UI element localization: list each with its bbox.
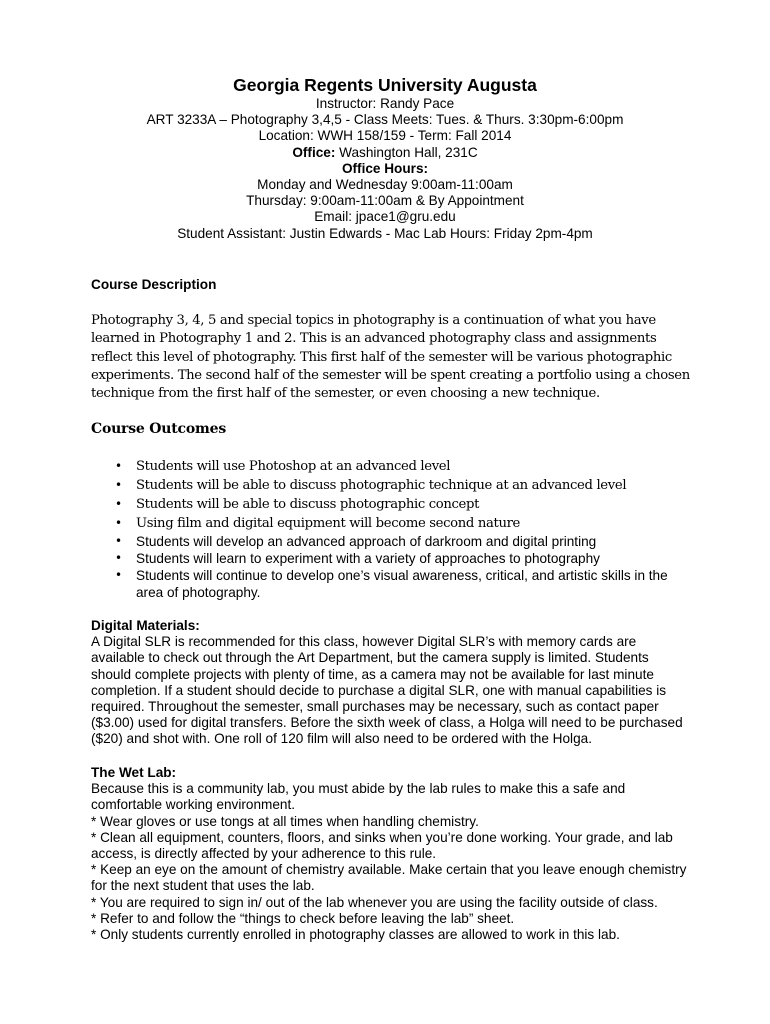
assistant-line: Student Assistant: Justin Edwards - Mac Lab Hours: Friday 2pm-4pm	[177, 225, 593, 241]
hours-thursday: Thursday: 9:00am-11:00am & By Appointment	[246, 193, 524, 209]
digital-materials-section	[91, 618, 691, 748]
wet-lab-section	[91, 765, 691, 943]
digital-materials-heading: Digital Materials:	[91, 618, 200, 633]
list-item: • Students will be able to discuss photographic technique at an advanced level	[112, 476, 692, 495]
list-item: • Students will be able to discuss photographic concept	[112, 495, 692, 514]
wet-lab-rule: * Clean all equipment, counters, floors, and sinks when you’re done working. Your grade, and lab access, is directly affected by your adherence to this rule.	[91, 829, 673, 862]
wet-lab-rule: * Refer to and follow the “things to check before leaving the lab” sheet.	[91, 910, 515, 926]
syllabus-header	[0, 74, 770, 242]
location-line: Location: WWH 158/159 - Term: Fall 2014	[258, 128, 512, 144]
course-line: ART 3233A – Photography 3,4,5 - Class Meets: Tues. & Thurs. 3:30pm-6:00pm	[146, 112, 624, 128]
wet-lab-rule: * Keep an eye on the amount of chemistry available. Make certain that you leave enough chemistry for the next student that uses the lab.	[91, 862, 687, 894]
list-item: • Using film and digital equipment will become second nature	[112, 514, 692, 533]
course-outcomes-list	[112, 457, 692, 601]
email-line: Email: jpace1@gru.edu	[314, 209, 456, 225]
instructor-line: Instructor: Randy Pace	[315, 96, 455, 111]
list-item: • Students will develop an advanced approach of darkroom and digital printing	[112, 533, 692, 550]
university-title: Georgia Regents University Augusta	[233, 75, 537, 95]
office-value: Washington Hall, 231C	[335, 144, 478, 160]
office-label: Office:	[292, 144, 336, 160]
list-item: • Students will learn to experiment with a variety of approaches to photography	[112, 550, 692, 567]
wet-lab-rule: * Wear gloves or use tongs at all times when handling chemistry.	[91, 813, 479, 829]
office-hours-label: Office Hours:	[341, 160, 429, 176]
office-line	[0, 145, 770, 161]
wet-lab-intro: Because this is a community lab, you must abide by the lab rules to make this a safe and comfortable working environment.	[91, 781, 626, 813]
digital-materials-text: A Digital SLR is recommended for this class, however Digital SLR’s with memory cards are available to check out through the Art Department, but the camera supply is limited. Students should complete projects with plenty of time, as a camera may not be available for last minute completion. If a student should decide to purchase a digital SLR, one with manual capabilities is required. Throughout the semester, small purchases may be necessary, such as contact paper ($3.00) used for digital transfers. Before the sixth week of class, a Holga will need to be purchased ($20) and shot with. One roll of 120 film will also need to be ordered with the Holga.	[91, 634, 683, 747]
hours-mon-wed: Monday and Wednesday 9:00am-11:00am	[257, 177, 513, 193]
list-item: • Students will use Photoshop at an advanced level	[112, 457, 692, 476]
course-description-heading: Course Description	[91, 277, 217, 292]
course-description-text: Photography 3, 4, 5 and special topics in photography is a continuation of what you have learned in Photography 1 and 2. This is an advanced photography class and assignments reflect this level of photography. This first half of the semester will be various photographic experiments. The second half of the semester will be spent creating a portfolio using a chosen technique from the first half of the semester, or even choosing a new technique.	[91, 313, 690, 402]
wet-lab-heading: The Wet Lab:	[91, 765, 177, 780]
course-outcomes-heading: Course Outcomes	[91, 421, 227, 437]
wet-lab-rule: * You are required to sign in/ out of the lab whenever you are using the facility outside of class.	[91, 894, 658, 910]
list-item: • Students will continue to develop one’s visual awareness, critical, and artistic skills in the area of photography.	[112, 567, 692, 601]
wet-lab-rule: * Only students currently enrolled in photography classes are allowed to work in this lab.	[91, 927, 620, 943]
